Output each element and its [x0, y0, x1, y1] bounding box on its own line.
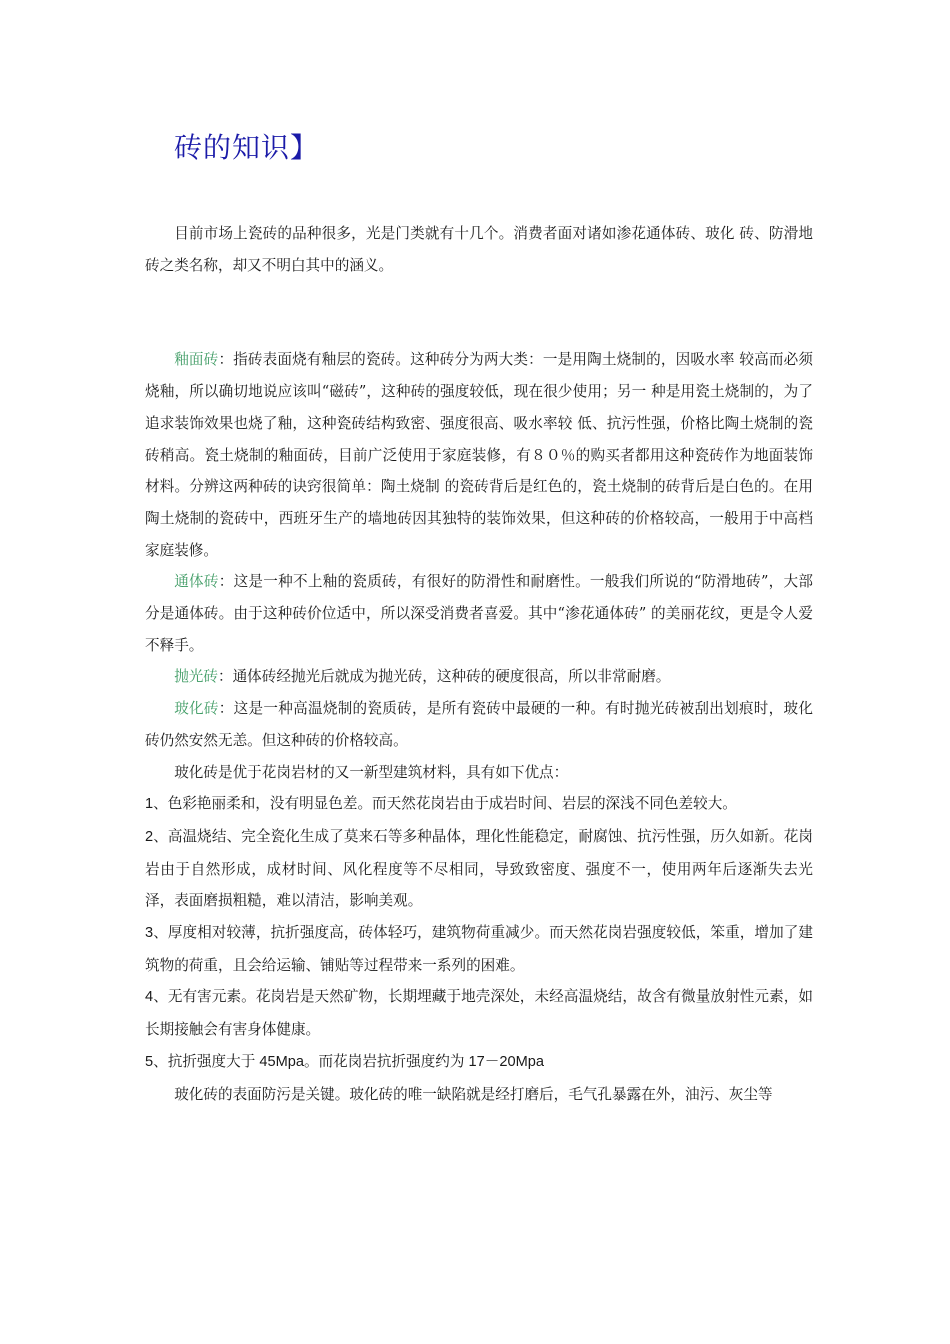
- advantage-number: 3: [145, 925, 154, 942]
- document-body: [145, 218, 813, 1110]
- term-label: 通体砖: [174, 573, 219, 591]
- section-text: ：指砖表面烧有釉层的瓷砖。这种砖分为两大类：一是用陶土烧制的，因吸水率 较高而必须烧釉，所以确切地说应该叫“磁砖”，这种砖的强度较低，现在很少使用；另一 种是用瓷土烧制的，为了追求装饰效果也烧了釉，这种瓷砖结构致密、强度很高、吸水率较 低、抗污性强，价格比陶土烧制的瓷砖稍高。瓷土烧制的釉面砖，目前广泛使用于家庭装修，有８０％的购买者都用这种瓷砖作为地面装饰材料。分辨这两种砖的诀窍很简单：陶土烧制 的瓷砖背后是红色的，瓷土烧制的砖背后是白色的。在用陶土烧制的瓷砖中，西班牙生产的墙地砖因其独特的装饰效果，但这种砖的价格较高，一般用于中高档家庭装修。: [145, 351, 813, 559]
- advantage-item: [145, 981, 813, 1045]
- advantage-item: [145, 821, 813, 917]
- advantage-number: 2: [145, 828, 154, 845]
- advantage-text: 、抗折强度大于 45Mpa。而花岗岩抗折强度约为 17－20Mpa: [153, 1053, 544, 1070]
- term-label: 玻化砖: [174, 700, 219, 718]
- intro-paragraph: 目前市场上瓷砖的品种很多，光是门类就有十几个。消费者面对诸如渗花通体砖、玻化 砖、防滑地砖之类名称，却又不明白其中的涵义。: [145, 225, 813, 274]
- advantage-text: 、色彩艳丽柔和，没有明显色差。而天然花岗岩由于成岩时间、岩层的深浅不同色差较大。: [153, 795, 737, 813]
- section-text: ：通体砖经抛光后就成为抛光砖，这种砖的硬度很高，所以非常耐磨。: [217, 668, 671, 686]
- section-text: ：这是一种高温烧制的瓷质砖，是所有瓷砖中最硬的一种。有时抛光砖被刮出划痕时，玻化砖仍然安然无恙。但这种砖的价格较高。: [145, 700, 813, 749]
- advantage-number: 5: [145, 1053, 154, 1070]
- page-title: 砖的知识】: [174, 131, 320, 164]
- term-label: 釉面砖: [174, 351, 219, 369]
- section-paragraph-vitrified-tile: [145, 693, 813, 756]
- term-label: 抛光砖: [174, 668, 218, 686]
- paragraph-spacer: [145, 281, 813, 344]
- advantage-item: [145, 917, 813, 981]
- advantage-item: [145, 788, 813, 821]
- section-paragraph-glazed-tile: [145, 344, 813, 566]
- advantage-number: 4: [145, 989, 154, 1006]
- section-paragraph-full-body-tile: [145, 566, 813, 661]
- section-text: ：这是一种不上釉的瓷质砖，有很好的防滑性和耐磨性。一般我们所说的“防滑地砖”，大部分是通体砖。由于这种砖价位适中，所以深受消费者喜爱。其中“渗花通体砖” 的美丽花纹，更是令人爱不释手。: [145, 573, 813, 654]
- advantage-item: [145, 1046, 813, 1079]
- section-paragraph-polished-tile: [145, 661, 813, 693]
- closing-paragraph: 玻化砖的表面防污是关键。玻化砖的唯一缺陷就是经打磨后，毛气孔暴露在外，油污、灰尘等: [174, 1085, 773, 1103]
- advantage-text: 、厚度相对较薄，抗折强度高，砖体轻巧，建筑物荷重减少。而天然花岗岩强度较低，笨重，增加了建筑物的荷重，且会给运输、铺贴等过程带来一系列的困难。: [145, 924, 813, 974]
- advantage-text: 、高温烧结、完全瓷化生成了莫来石等多种晶体，理化性能稳定，耐腐蚀、抗污性强，历久如新。花岗岩由于自然形成，成材时间、风化程度等不尽相同，导致致密度、强度不一，使用两年后逐渐失去光泽，表面磨损粗糙，难以清洁，影响美观。: [145, 827, 813, 910]
- advantage-text: 、无有害元素。花岗岩是天然矿物，长期埋藏于地壳深处，未经高温烧结，故含有微量放射性元素，如长期接触会有害身体健康。: [145, 988, 813, 1039]
- advantages-intro: 玻化砖是优于花岗岩材的又一新型建筑材料，具有如下优点：: [174, 763, 569, 781]
- advantage-number: 1: [145, 796, 154, 813]
